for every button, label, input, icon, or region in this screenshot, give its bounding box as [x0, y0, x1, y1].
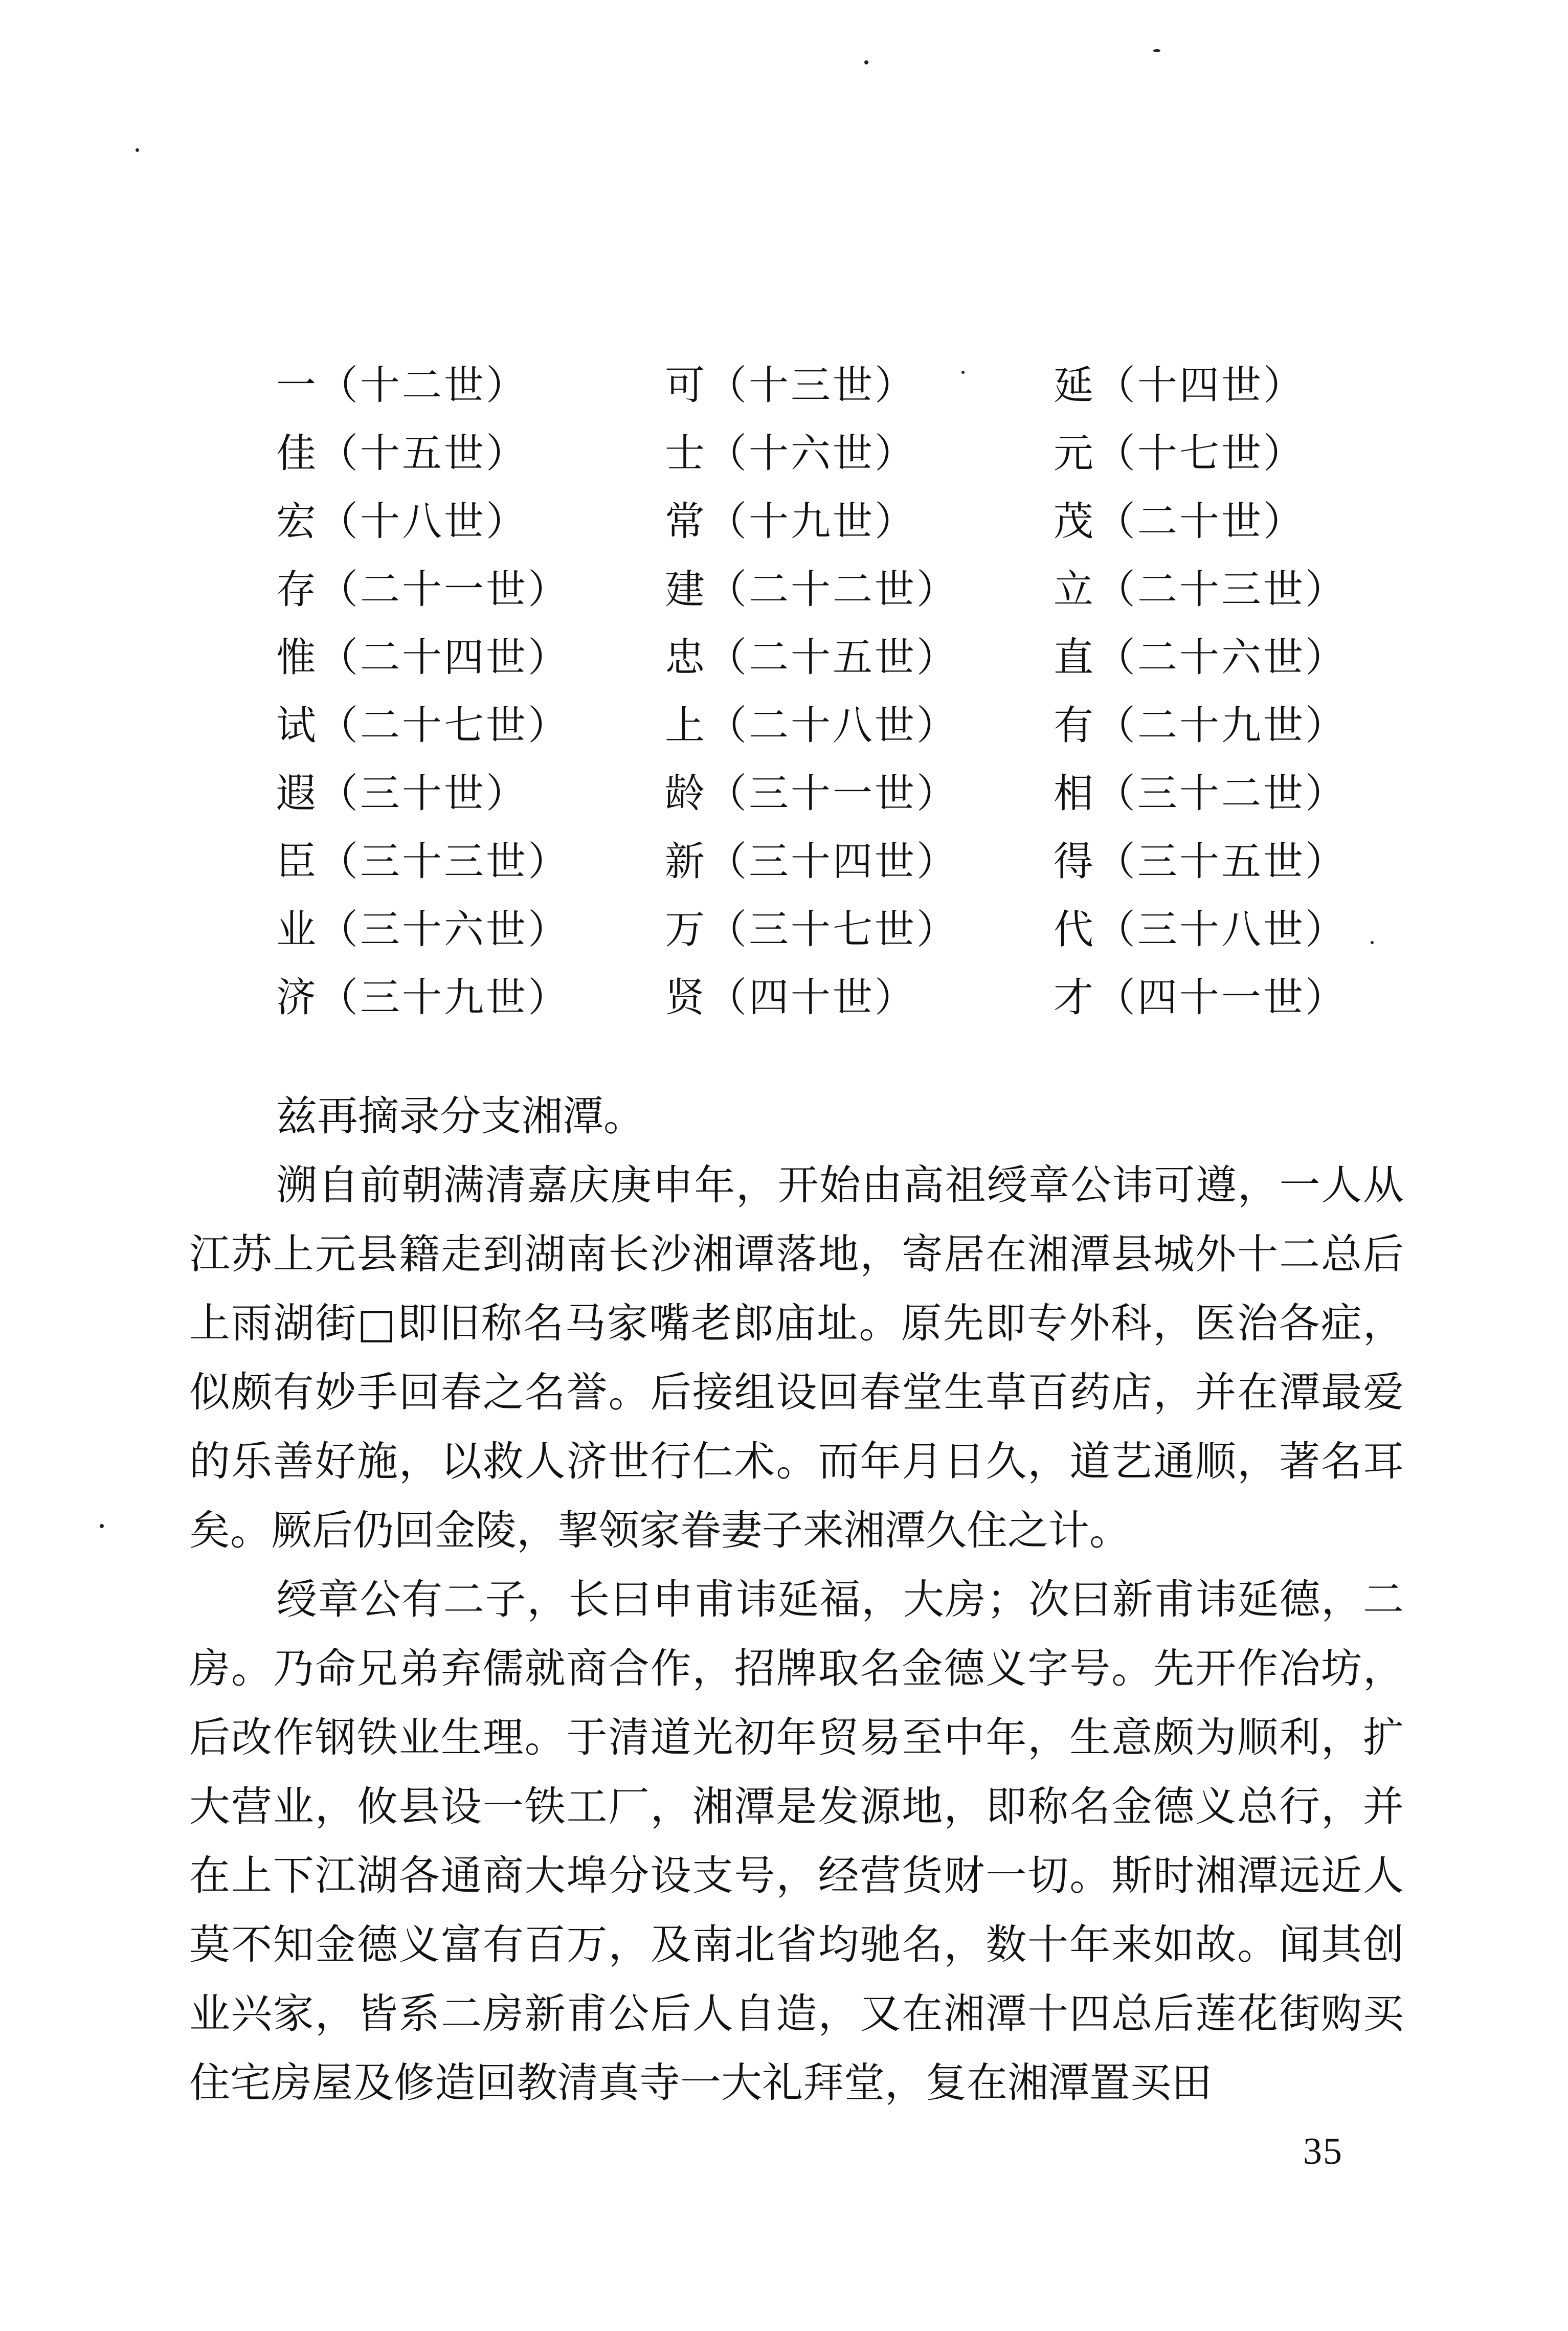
generation-cell: 代（三十八世） [1054, 906, 1348, 953]
scan-speck [864, 60, 868, 64]
generation-cell: 佳（十五世） [276, 430, 528, 477]
table-row [276, 552, 1401, 620]
table-row [276, 416, 1401, 484]
table-row [276, 620, 1401, 688]
generation-cell: 延（十四世） [1054, 362, 1306, 409]
table-row [276, 824, 1401, 892]
generation-cell: 存（二十一世） [276, 566, 570, 613]
generation-cell: 士（十六世） [665, 430, 917, 477]
table-row [276, 688, 1401, 756]
generation-cell: 相（三十二世） [1054, 770, 1348, 817]
generation-cell: 万（三十七世） [665, 906, 959, 953]
scan-speck [100, 1524, 104, 1528]
table-row [276, 892, 1401, 960]
scan-speck [1153, 49, 1160, 52]
scan-speck [136, 148, 139, 152]
generation-cell: 建（二十二世） [665, 566, 959, 613]
generation-cell: 业（三十六世） [276, 906, 570, 953]
generation-cell: 龄（三十一世） [665, 770, 959, 817]
generation-cell: 可（十三世） [665, 362, 917, 409]
generation-cell: 立（二十三世） [1054, 566, 1348, 613]
paragraph: 兹再摘录分支湘潭。 [276, 1092, 644, 1140]
generation-cell: 济（三十九世） [276, 974, 570, 1021]
table-row [276, 348, 1401, 416]
generation-cell: 元（十七世） [1054, 430, 1306, 477]
generation-cell: 直（二十六世） [1054, 634, 1348, 681]
generation-cell: 宏（十八世） [276, 498, 528, 545]
generation-cell: 遐（三十世） [276, 770, 528, 817]
paragraph: 溯自前朝满清嘉庆庚申年，开始由高祖绶章公讳可遵，一人从江苏上元县籍走到湖南长沙湘谭落地，寄居在湘潭县城外十二总后上雨湖街□即旧称名马家嘴老郎庙址。原先即专外科，医治各症，似颇有妙手回春之名誉。后接组设回春堂生草百药店，并在潭最爱的乐善好施，以救人济世行仁术。而年月日久，道艺通顺，著名耳矣。厥后仍回金陵，挈领家眷妻子来湘潭久住之计。 [189, 1161, 1404, 1554]
generation-cell: 有（二十九世） [1054, 702, 1348, 749]
table-row [276, 484, 1401, 552]
table-row [276, 756, 1401, 824]
generation-cell: 得（三十五世） [1054, 838, 1348, 885]
generation-cell: 新（三十四世） [665, 838, 959, 885]
generation-cell: 惟（二十四世） [276, 634, 570, 681]
generation-cell: 茂（二十世） [1054, 498, 1306, 545]
generation-cell: 一（十二世） [276, 362, 528, 409]
generation-cell: 试（二十七世） [276, 702, 570, 749]
scan-speck [1371, 941, 1374, 944]
body-text [189, 1082, 1404, 2117]
generation-cell: 臣（三十三世） [276, 838, 570, 885]
generation-cell: 忠（二十五世） [665, 634, 959, 681]
generation-cell: 常（十九世） [665, 498, 917, 545]
table-row [276, 960, 1401, 1028]
generation-cell: 才（四十一世） [1054, 974, 1348, 1021]
generation-cell: 贤（四十世） [665, 974, 917, 1021]
paragraph: 绶章公有二子，长曰申甫讳延福，大房；次曰新甫讳延德，二房。乃命兄弟弃儒就商合作，招牌取名金德义字号。先开作冶坊，后改作钢铁业生理。于清道光初年贸易至中年，生意颇为顺利，扩大营业，攸县设一铁工厂，湘潭是发源地，即称名金德义总行，并在上下江湖各通商大埠分设支号，经营货财一切。斯时湘潭远近人莫不知金德义富有百万，及南北省均驰名，数十年来如故。闻其创业兴家，皆系二房新甫公后人自造，又在湘潭十四总后莲花街购买住宅房屋及修造回教清真寺一大礼拜堂，复在湘潭置买田 [189, 1576, 1404, 2106]
generation-cell: 上（二十八世） [665, 702, 959, 749]
page-number: 35 [1303, 2131, 1343, 2172]
generation-name-table [276, 348, 1401, 1028]
scan-speck [961, 371, 965, 374]
